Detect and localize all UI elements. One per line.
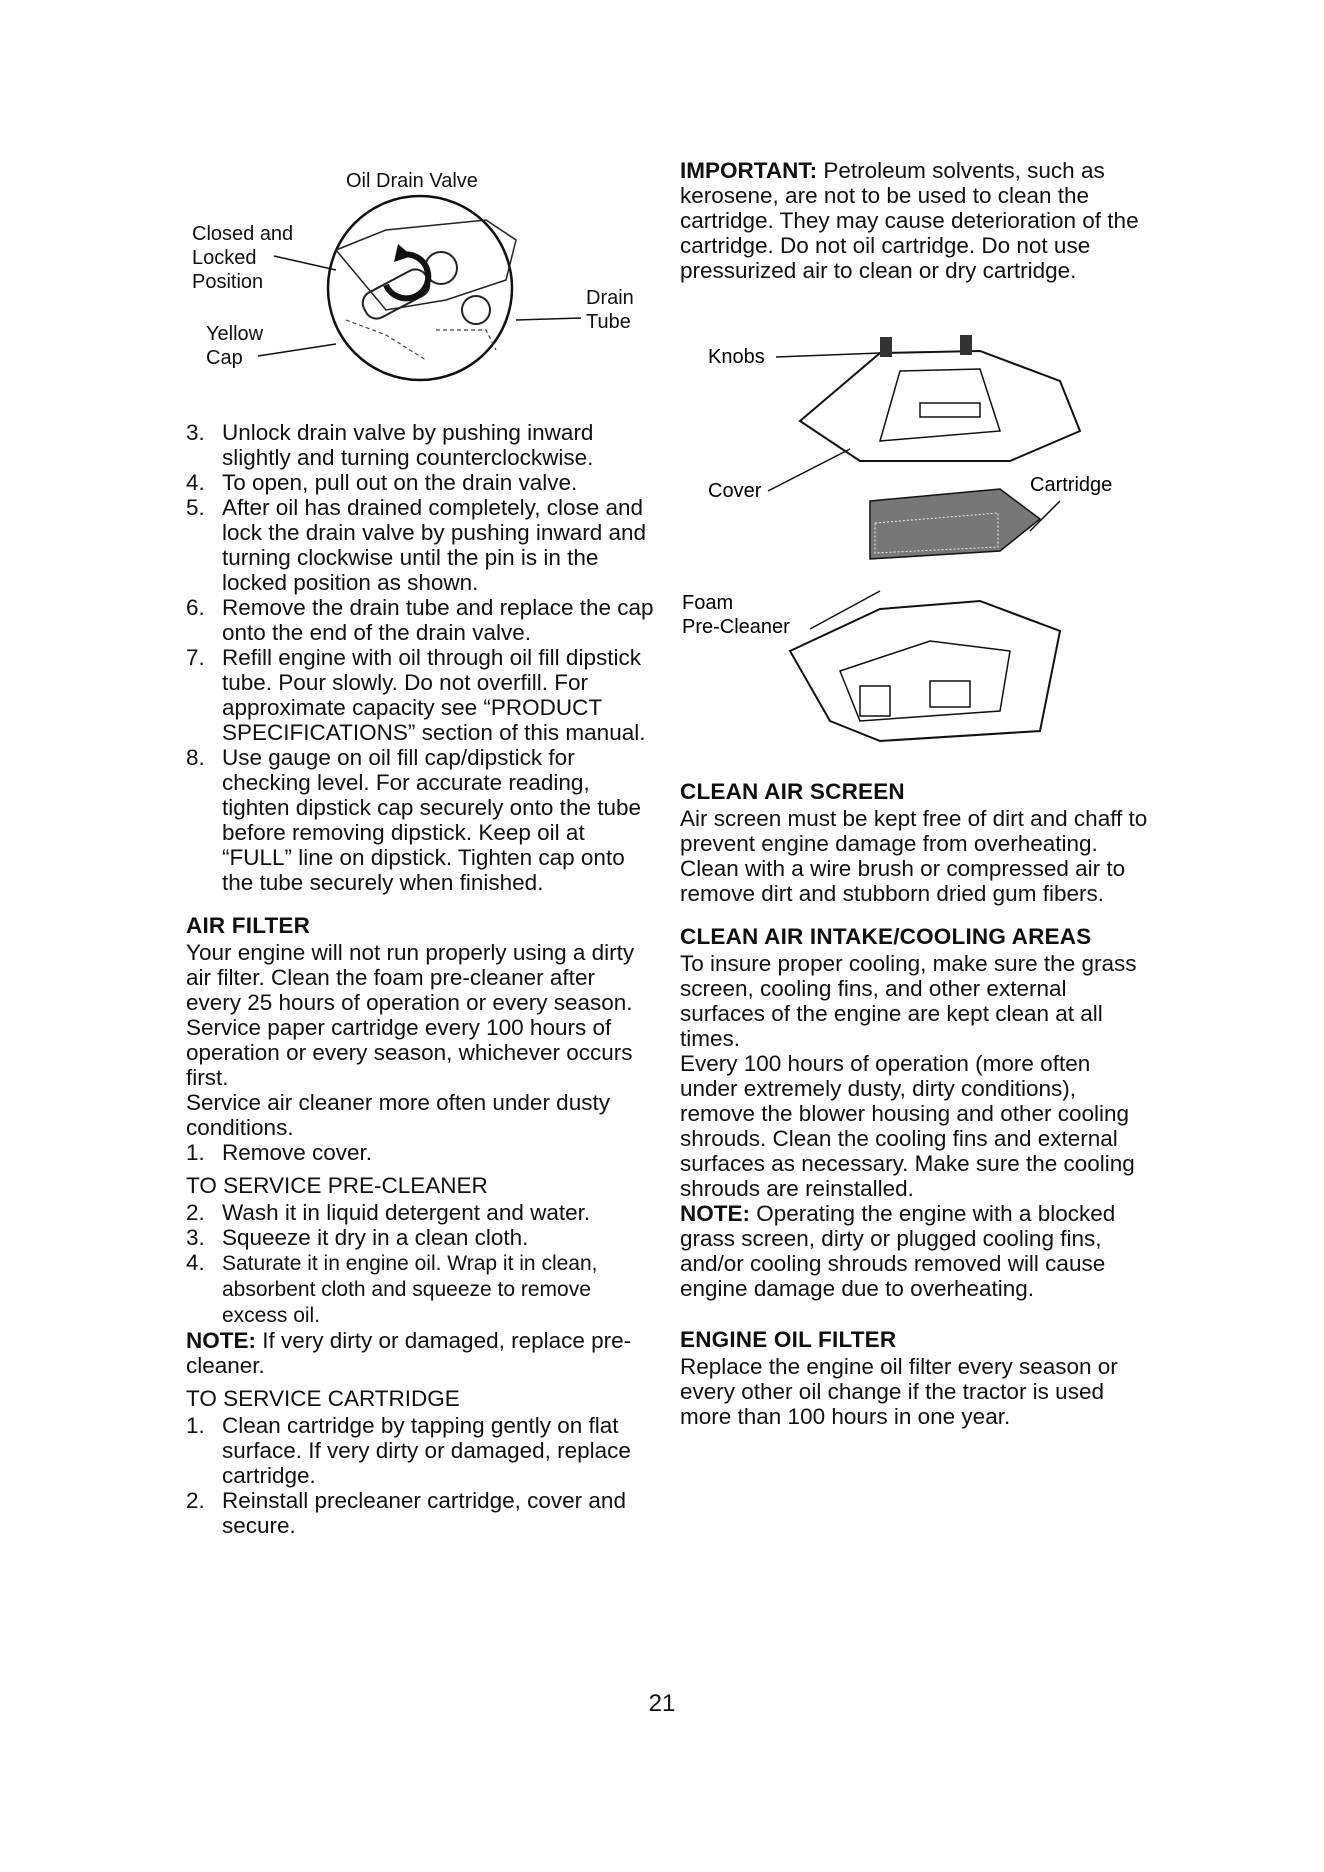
list-item: 2. Wash it in liquid detergent and water. [186, 1200, 591, 1225]
list-item: 2. Reinstall precleaner cartridge, cover and secure. [186, 1488, 626, 1538]
fig-label-closed-1: Closed and [192, 223, 294, 245]
important-notice: IMPORTANT: Petroleum solvents, such as kerosene, are not to be used to clean the cartridge. They may cause deterioration of the cartridge. Do not oil cartridge. Do not use pressurized air to clean or dry cartridge. [680, 158, 1139, 283]
fig-label-yellow-1: Yellow [206, 323, 264, 345]
list-item: 5. After oil has drained completely, close and lock the drain valve by pushing inward and turning clockwise until the pin is in the locked position as shown. [186, 495, 647, 595]
fig-label-title: Oil Drain Valve [346, 170, 478, 192]
list-item: 8. Use gauge on oil fill cap/dipstick for checking level. For accurate reading, tighten dipstick cap securely onto the tube before removing dipstick. Keep oil at “FULL” line on dipstick. Tighten cap onto the tube securely when finished. [186, 745, 642, 895]
engine-oil-filter-text: Replace the engine oil filter every season or every other oil change if the tractor is used more than 100 hours in one year. [680, 1354, 1118, 1429]
fig-label-drain-2: Tube [586, 311, 631, 333]
fig-label-foam-2: Pre-Cleaner [682, 616, 790, 638]
air-filter-heading: AIR FILTER [186, 913, 311, 938]
engine-oil-filter-heading: ENGINE OIL FILTER [680, 1327, 897, 1352]
cartridge-heading: TO SERVICE CARTRIDGE [186, 1386, 460, 1411]
clean-intake-note: NOTE: Operating the engine with a blocked grass screen, dirty or plugged cooling fins, and/or cooling shrouds removed will cause engine damage due to overheating. [680, 1201, 1116, 1301]
list-item: 3. Unlock drain valve by pushing inward slightly and turning counterclockwise. [186, 420, 594, 470]
fig-label-drain-1: Drain [586, 287, 634, 309]
list-item: 1. Clean cartridge by tapping gently on flat surface. If very dirty or damaged, replace cartridge. [186, 1413, 631, 1488]
clean-air-screen-heading: CLEAN AIR SCREEN [680, 779, 905, 804]
fig-label-knobs: Knobs [708, 346, 765, 368]
fig-label-foam-1: Foam [682, 592, 734, 614]
page-number: 21 [648, 1690, 676, 1717]
air-filter-figure [680, 291, 1150, 761]
clean-intake-heading: CLEAN AIR INTAKE/COOLING AREAS [680, 924, 1092, 949]
list-item: 4. To open, pull out on the drain valve. [186, 470, 578, 495]
clean-intake-text-1: To insure proper cooling, make sure the grass screen, cooling fins, and other external surfaces of the engine are kept clean at all times. [680, 951, 1137, 1051]
oil-steps-list [186, 420, 656, 895]
list-item: 6. Remove the drain tube and replace the cap onto the end of the drain valve. [186, 595, 654, 645]
list-item: 3. Squeeze it dry in a clean cloth. [186, 1225, 529, 1250]
right-column [680, 158, 1150, 1429]
list-item: 4. Saturate it in engine oil. Wrap it in clean, absorbent cloth and squeeze to remove excess oil. [186, 1250, 598, 1327]
clean-intake-text-2: Every 100 hours of operation (more often under extremely dusty, dirty conditions), remove the blower housing and other cooling shrouds. Clean the cooling fins and external surfaces as necessary. Make sure the cooling shrouds are reinstalled. [680, 1051, 1135, 1201]
pre-cleaner-heading: TO SERVICE PRE-CLEANER [186, 1173, 488, 1198]
list-item: 1. Remove cover. [186, 1140, 373, 1165]
oil-drain-valve-figure [186, 160, 656, 410]
fig-label-cover: Cover [708, 480, 762, 502]
fig-label-closed-3: Position [192, 271, 264, 293]
list-item: 7. Refill engine with oil through oil fill dipstick tube. Pour slowly. Do not overfill. For approximate capacity see “PRODUCT SPECIFICATIONS” section of this manual. [186, 645, 646, 745]
air-filter-intro: Your engine will not run properly using a dirty air filter. Clean the foam pre-cleaner after every 25 hours of operation or every season. Service paper cartridge every 100 hours of operation or every season, whichever occurs first. [186, 940, 635, 1090]
fig-label-cartridge: Cartridge [1030, 474, 1113, 496]
fig-label-yellow-2: Cap [206, 347, 243, 369]
fig-label-closed-2: Locked [192, 247, 257, 269]
left-column [186, 420, 656, 1538]
pre-cleaner-note: NOTE: If very dirty or damaged, replace pre-cleaner. [186, 1328, 632, 1378]
clean-air-screen-text: Air screen must be kept free of dirt and chaff to prevent engine damage from overheating. Clean with a wire brush or compressed air to remove dirt and stubborn dried gum fibers. [680, 806, 1148, 906]
air-filter-intro-2: Service air cleaner more often under dusty conditions. [186, 1090, 610, 1140]
